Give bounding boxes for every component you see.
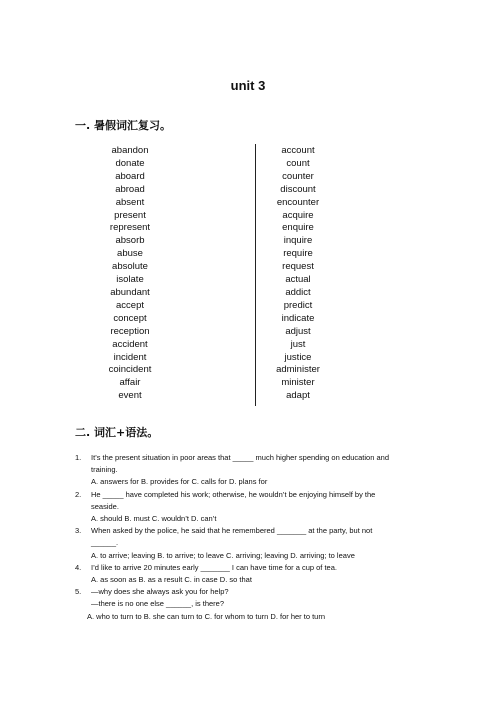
- vocab-word: request: [282, 261, 314, 273]
- vocab-word: enquire: [282, 222, 314, 234]
- vocab-word: accident: [112, 338, 148, 350]
- vocab-word: indicate: [281, 312, 315, 324]
- vocab-word: abroad: [115, 183, 145, 195]
- vocab-word: justice: [284, 351, 312, 363]
- page-title: unit 3: [230, 78, 266, 93]
- question-options: A. who to turn to B. she can turn to C. for whom to turn D. for her to turn: [87, 611, 326, 621]
- question-stem: He _____ have completed his work; otherwise, he wouldn’t be enjoying himself by the: [91, 489, 376, 499]
- vocab-word: predict: [283, 299, 313, 311]
- question-stem-continued: ______.: [91, 538, 119, 548]
- question-options: A. should B. must C. wouldn’t D. can’t: [91, 514, 217, 524]
- question-item: [75, 586, 435, 623]
- question-number: 2.: [75, 489, 82, 499]
- question-number: 5.: [75, 587, 82, 597]
- vocab-word: discount: [280, 183, 316, 195]
- vocab-word: encounter: [276, 196, 320, 208]
- section-heading-vocabulary-grammar: 二. 词汇+语法。: [75, 426, 159, 439]
- question-number: 1.: [75, 453, 82, 462]
- vocab-word: abandon: [111, 145, 149, 156]
- vocab-word: reception: [110, 325, 150, 337]
- vocab-word: minister: [281, 377, 315, 389]
- question-item: [75, 562, 435, 586]
- question-item: [75, 525, 435, 562]
- vocab-word: incident: [113, 351, 147, 363]
- question-list: [75, 452, 435, 623]
- vocab-word: abundant: [110, 286, 150, 298]
- question-options: A. to arrive; leaving B. to arrive; to leave C. arriving; leaving D. arriving; to leave: [91, 550, 355, 560]
- vocab-word: require: [283, 248, 313, 260]
- vocab-word: accept: [116, 299, 144, 311]
- vocab-word: acquire: [282, 209, 314, 221]
- vocab-word: inquire: [283, 235, 313, 247]
- vocab-word: present: [114, 209, 146, 221]
- question-stem-continued: seaside.: [91, 501, 119, 511]
- vocab-word: adjust: [285, 325, 311, 337]
- question-options: A. as soon as B. as a result C. in case D. so that: [91, 575, 252, 585]
- question-number: 3.: [75, 526, 82, 536]
- vocab-word: administer: [276, 364, 320, 376]
- question-number: 4.: [75, 562, 82, 572]
- question-item: [75, 489, 435, 526]
- vocab-word: just: [290, 338, 306, 350]
- question-stem-continued: —there is no one else ______, is there?: [91, 599, 225, 609]
- question-item: [75, 452, 435, 489]
- vocab-word: donate: [115, 157, 145, 169]
- vocab-word: event: [118, 390, 142, 402]
- vocab-word: represent: [109, 222, 151, 234]
- vocab-word: adapt: [286, 390, 310, 402]
- question-options: A. answers for B. provides for C. calls for D. plans for: [91, 477, 268, 487]
- vocab-word: account: [281, 145, 315, 156]
- word-list-right: [238, 145, 358, 403]
- vocab-word: concept: [113, 312, 147, 324]
- vocab-word: counter: [282, 170, 314, 182]
- vocab-word: abuse: [117, 248, 143, 260]
- vocab-word: coincident: [108, 364, 152, 376]
- question-stem: —why does she always ask you for help?: [91, 587, 229, 597]
- vocab-word: isolate: [116, 274, 144, 286]
- vocab-word: actual: [285, 274, 311, 286]
- vocab-word: aboard: [115, 170, 145, 182]
- vocab-word: affair: [119, 377, 141, 389]
- question-stem: When asked by the police, he said that he remembered _______ at the party, but not: [91, 526, 373, 536]
- vocab-word: addict: [285, 286, 311, 298]
- vocab-word: absorb: [115, 235, 145, 247]
- vocab-word: absent: [115, 196, 145, 208]
- vocab-word: count: [286, 157, 310, 169]
- word-list-left: [70, 145, 190, 403]
- question-stem: I’d like to arrive 20 minutes early _______ I can have time for a cup of tea.: [91, 562, 337, 572]
- vocab-word: absolute: [112, 261, 148, 273]
- question-stem-continued: training.: [91, 465, 118, 475]
- section-heading-vocabulary-review: 一. 暑假词汇复习。: [75, 119, 172, 132]
- question-stem: It’s the present situation in poor areas that _____ much higher spending on education and: [91, 453, 389, 462]
